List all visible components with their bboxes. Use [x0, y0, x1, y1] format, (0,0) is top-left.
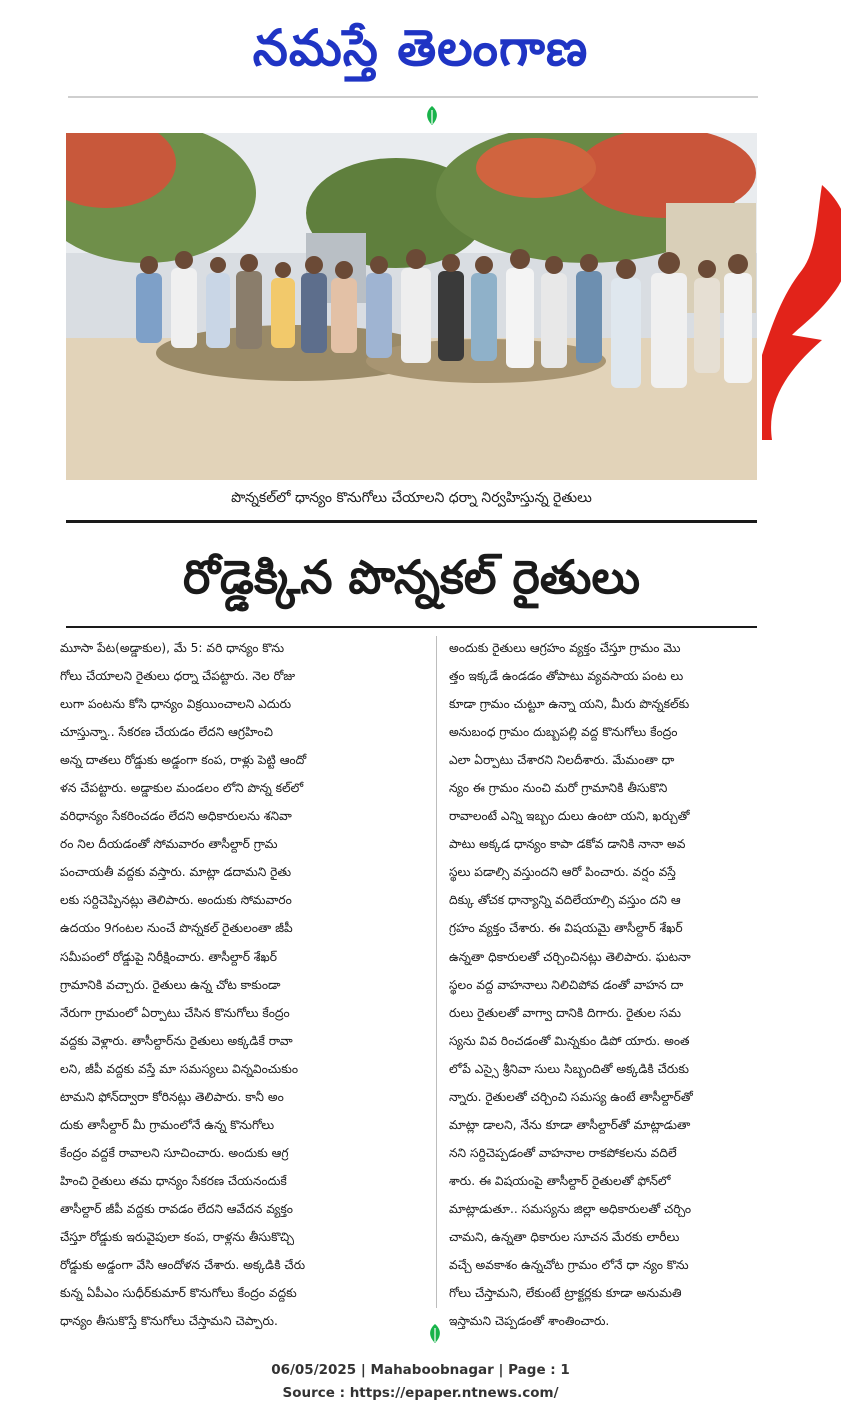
article-line: పంచాయతీ వద్దకు వస్తారు. మాట్లా డదామని రైతు: [60, 865, 292, 880]
article-line: గోలు చేయాలని రైతులు ధర్నా చేపట్టారు. నెల రోజు: [60, 669, 296, 684]
leaf-icon: [422, 104, 442, 130]
decorative-red-shape: [762, 175, 841, 445]
article-line: హించి రైతులు తమ ధాన్యం సేకరణ చేయనందుకే: [60, 1173, 287, 1188]
article-line: దుకు తాసీల్దార్ మీ గ్రామంలోనే ఉన్న కొనుగోలు: [60, 1117, 275, 1132]
leaf-icon: [425, 1322, 445, 1348]
article-line: లోపే ఎస్సై శ్రీనివా సులు సిబ్బందితో అక్కడికి చేరుకు: [449, 1061, 689, 1076]
article-line: తాసీల్దార్ జీపీ వద్దకు రావడం లేదని ఆవేదన వ్యక్తం: [60, 1201, 293, 1216]
article-line: న్నారు. రైతులతో చర్చించి సమస్య ఉంటే తాసీల్దార్‌తో: [449, 1089, 693, 1104]
article-line: ఇస్తామని చెప్పడంతో శాంతించారు.: [449, 1314, 610, 1329]
article-line: రం నిల దీయడంతో సోమవారం తాసీల్దార్ గ్రామ: [60, 837, 278, 852]
article-line: లని, జీపీ వద్దకు వస్తే మా సమస్యలు విన్నవించుకుం: [60, 1061, 298, 1076]
article-left-column: [60, 634, 385, 1335]
article-line: గ్రహం వ్యక్తం చేశారు. ఈ విషయమై తాసీల్దార్ శేఖర్: [449, 921, 683, 936]
article-line: లకు సర్దిచెప్పినట్లు తెలిపారు. అందుకు సోమవారం: [60, 893, 292, 908]
photo-caption: పొన్నకల్‌లో ధాన్యం కొనుగోలు చేయాలని ధర్నా నిర్వహిస్తున్న రైతులు: [231, 490, 592, 506]
article-line: ఉన్నతా ధికారులతో చర్చించినట్లు తెలిపారు. ఘటనా: [449, 949, 691, 964]
article-line: గ్రామానికి వచ్చారు. రైతులు ఉన్న చోట కాకుండా: [60, 977, 281, 992]
article-line: ధాన్యం తీసుకొస్తే కొనుగోలు చేస్తామని చెప్పారు.: [60, 1314, 278, 1329]
article-line: పాటు అక్కడ ధాన్యం కాపా డకోవ డానికి నానా అవ: [449, 837, 686, 852]
article-line: చూస్తున్నా.. సేకరణ చేయడం లేదని ఆగ్రహించి: [60, 725, 273, 740]
headline-top-rule: [66, 520, 757, 523]
article-line: రావాలంటే ఎన్ని ఇబ్బం దులు ఉంటా యని, ఖర్చుతో: [449, 809, 690, 824]
footer-date-edition: 06/05/2025 | Mahaboobnagar | Page : 1: [271, 1362, 570, 1378]
article-line: ఉదయం 9గంటల నుంచే పొన్నకల్ రైతులంతా జీపీ: [60, 921, 293, 936]
article-line: నని సర్దిచెప్పడంతో వాహనాల రాకపోకలను వదిలే: [449, 1145, 677, 1160]
masthead-title: నమస్తే తెలంగాణ: [252, 19, 589, 77]
article-line: మాట్లాడుతూ.. సమస్యను జిల్లా అధికారులతో చర్చిం: [449, 1201, 692, 1216]
masthead-divider: [68, 96, 758, 98]
article-right-column: [449, 634, 774, 1335]
article-line: లుగా పంటను కోసి ధాన్యం విక్రయించాలని ఎదురు: [60, 697, 292, 712]
article-line: కూడా గ్రామం చుట్టూ ఉన్నా యని, మీరు పొన్నకల్‌కు: [449, 697, 690, 712]
footer-source: Source : https://epaper.ntnews.com/: [282, 1385, 559, 1401]
article-line: గోలు చేస్తామని, లేకుంటే ట్రాక్టర్లకు కూడా అనుమతి: [449, 1286, 682, 1301]
article-line: అన్న దాతలు రోడ్డుకు అడ్డంగా కంప, రాళ్లు పెట్టి ఆందో: [60, 753, 307, 768]
article-line: వచ్చే అవకాశం ఉన్నచోట గ్రామం లోనే ధా న్యం కొను: [449, 1258, 689, 1273]
article-line: వద్దకు వెళ్లారు. తాసీల్దార్‌ను రైతులు అక్కడికే రావా: [60, 1033, 293, 1048]
article-line: ఎలా ఏర్పాటు చేశారని నిలదీశారు. మేమంతా ధా: [449, 753, 675, 768]
article-line: రోడ్డుకు అడ్డంగా వేసి ఆందోళన చేశారు. అక్కడికి చేరు: [60, 1258, 306, 1273]
article-line: త్తం ఇక్కడే ఉండడం తోపాటు వ్యవసాయ పంట లు: [449, 669, 684, 684]
article-line: శారు. ఈ విషయంపై తాసీల్దార్ రైతులతో ఫోన్‌లో: [449, 1173, 671, 1188]
column-divider: [436, 636, 437, 1308]
article-line: అనుబంధ గ్రామం దుబ్బపల్లి వద్ద కొనుగోలు కేంద్రం: [449, 725, 678, 740]
article-line: మాట్లా డాలని, నేను కూడా తాసీల్దార్‌తో మాట్లాడుతా: [449, 1117, 691, 1132]
article-line: కేంద్రం వద్దకే రావాలని సూచించారు. అందుకు ఆగ్ర: [60, 1145, 289, 1160]
article-line: మూసా పేట(అడ్డాకుల), మే 5: వరి ధాన్యం కొను: [60, 641, 285, 655]
article-line: స్థలం వద్ద వాహనాలు నిలిచిపోవ డంతో వాహన దా: [449, 977, 684, 992]
headline: రోడ్డెక్కిన పొన్నకల్ రైతులు: [182, 550, 641, 604]
article-line: టామని ఫోన్‌ద్వారా కోరినట్లు తెలిపారు. కానీ అం: [60, 1089, 284, 1104]
article-line: సమీపంలో రోడ్డుపై నిరీక్షించారు. తాసీల్దార్ శేఖర్: [60, 949, 277, 964]
article-line: చామని, ఉన్నతా ధికారుల సూచన మేరకు లారీలు: [449, 1229, 680, 1244]
article-line: చేస్తూ రోడ్డుకు ఇరువైపులా కంప, రాళ్లను తీసుకొచ్చి: [60, 1229, 295, 1244]
article-line: స్యను వివ రించడంతో మిన్నకుం డిపో యారు. అంత: [449, 1033, 690, 1048]
headline-bottom-rule: [66, 626, 757, 628]
news-photo: [66, 133, 757, 480]
article-line: అందుకు రైతులు ఆగ్రహం వ్యక్తం చేస్తూ గ్రామం మొ: [449, 641, 681, 655]
article-line: న్యం ఈ గ్రామం నుంచి మరో గ్రామానికి తీసుకొని: [449, 781, 668, 796]
article-line: కున్న ఏపీఎం సుధీర్‌కుమార్ కొనుగోలు కేంద్రం వద్దకు: [60, 1286, 297, 1301]
article-line: స్థలు పడాల్సి వస్తుందని ఆరో పించారు. వర్షం వస్తే: [449, 865, 676, 880]
article-line: ళన చేపట్టారు. అడ్డాకుల మండలం లోని పొన్న కల్‌లో: [60, 781, 304, 796]
article-line: నేరుగా గ్రామంలో ఏర్పాటు చేసిన కొనుగోలు కేంద్రం: [60, 1005, 290, 1020]
article-line: రులు రైతులతో వాగ్వా దానికి దిగారు. రైతుల సమ: [449, 1005, 681, 1020]
article-line: వరిధాన్యం సేకరించడం లేదని అధికారులను శనివా: [60, 809, 292, 824]
article-line: దిక్కు తోచక ధాన్యాన్ని వదిలేయాల్సి వస్తుం దని ఆ: [449, 893, 681, 908]
